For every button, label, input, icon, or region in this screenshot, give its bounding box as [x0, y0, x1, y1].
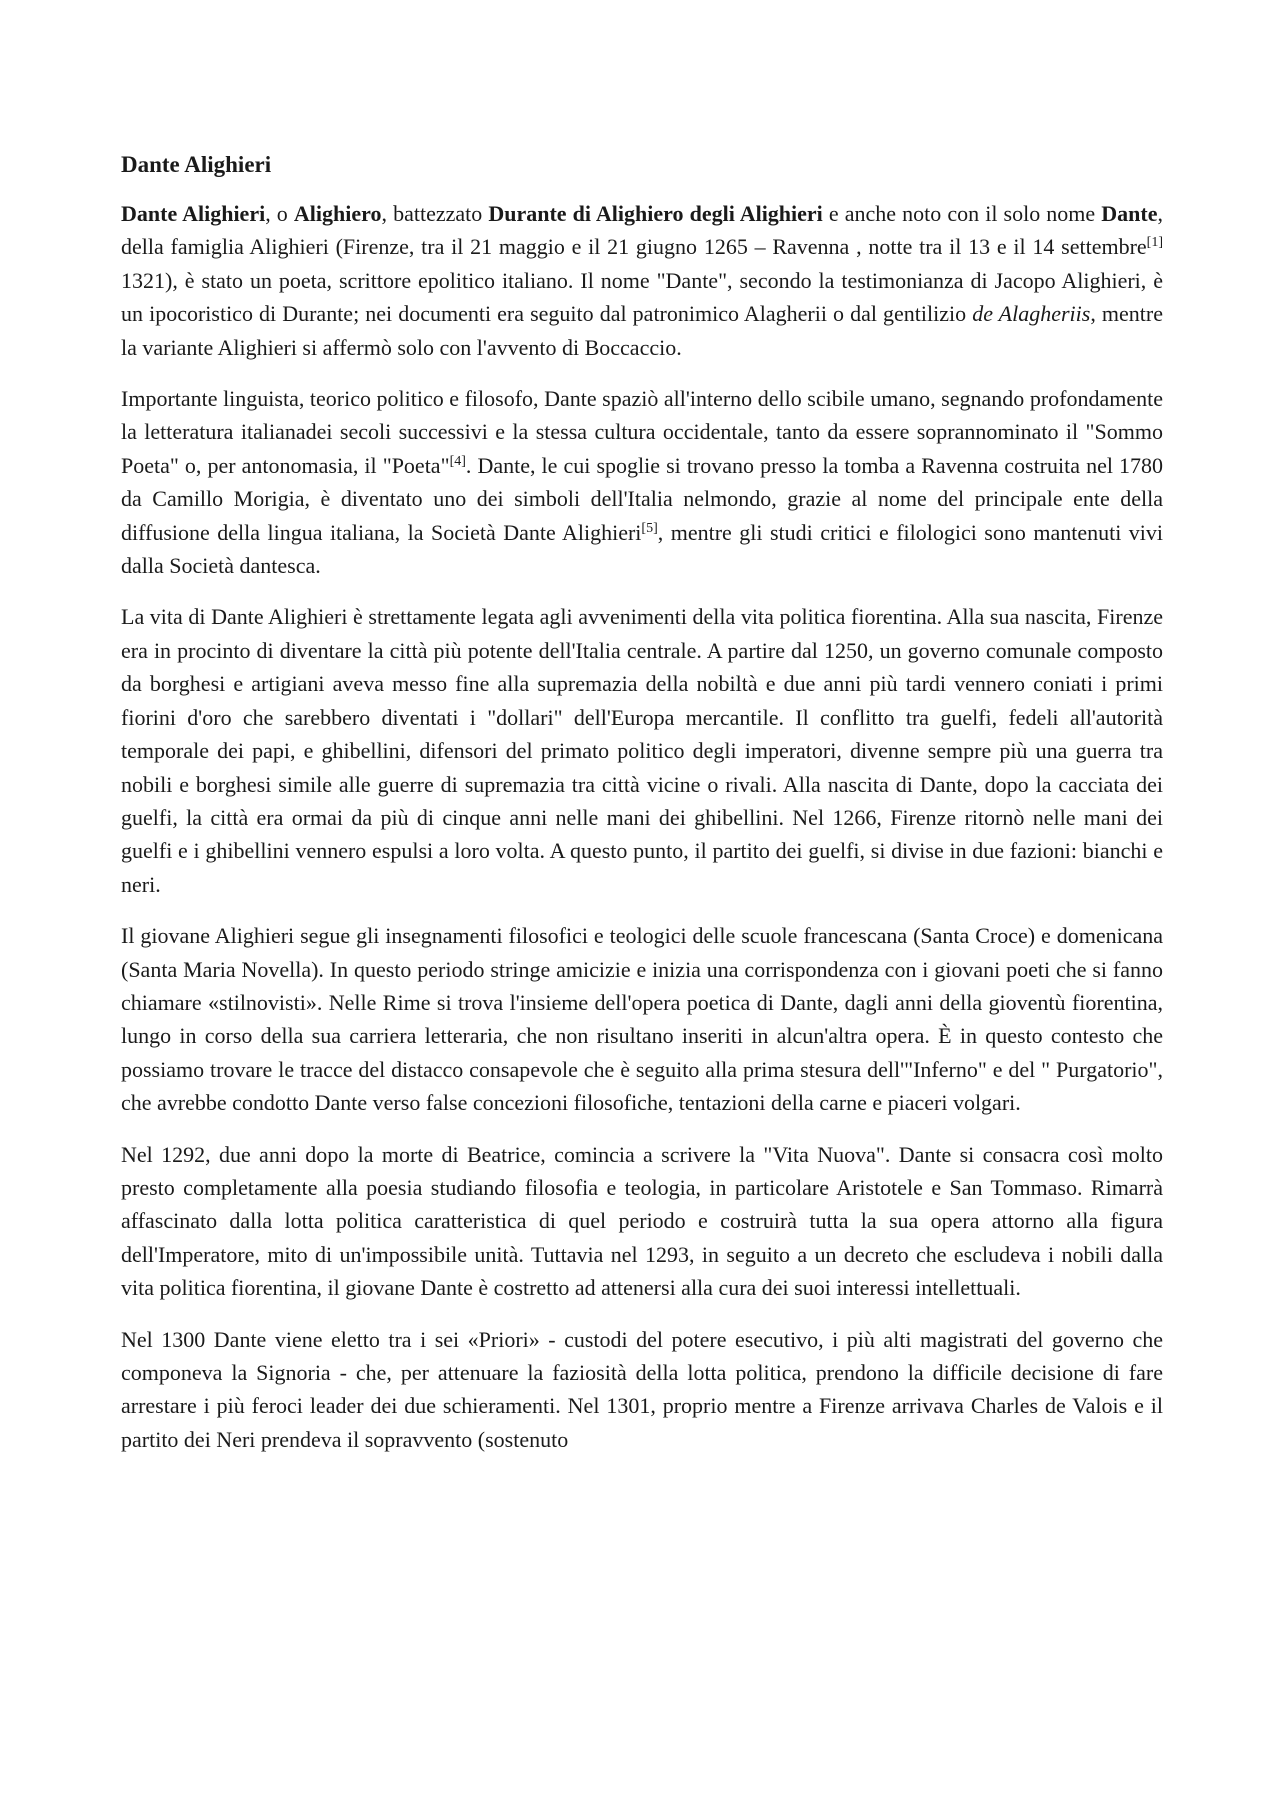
text-run: , o [265, 201, 294, 226]
document-title: Dante Alighieri [121, 152, 272, 177]
text-run: . Dante, le cui spoglie si trovano presso la tomba a Ravenna costruita nel 1780 da Camillo Morigia, è diventato uno dei simboli dell'Italia nelmondo, grazie al nome del principale ente della diffusione della lingua italiana, la Società Dante Alighieri [121, 452, 1164, 545]
text-run: Importante linguista, teorico politico e filosofo, Dante spaziò all'interno dello scibile umano, segnando profondamente la letteratura italianadei secoli successivi e la stessa cultura occidentale, tanto da essere soprannominato il "Sommo Poeta" o, per antonomasia, il "Poeta" [121, 386, 1163, 478]
text-run: 1321), è stato un poeta, scrittore epolitico italiano. Il nome "Dante", secondo la testimonianza di Jacopo Alighieri, è un ipocoristico di Durante; nei documenti era seguito dal patronimico Alagherii o dal gentilizio [121, 267, 1163, 327]
bold-name: Dante Alighieri [121, 201, 266, 226]
text-run: , della famiglia Alighieri (Firenze, tra il 21 maggio e il 21 giugno 1265 – Ravenna , notte tra il 13 e il 14 settembre [121, 201, 1163, 260]
paragraph-linguist [121, 382, 1163, 582]
bold-dante: Dante [1101, 201, 1158, 226]
italic-alagheriis: de Alagheriis [972, 301, 1091, 327]
bold-durante: Durante di Alighiero degli Alighieri [488, 201, 823, 226]
reference-link[interactable]: [4] [449, 453, 466, 469]
text-run: e anche noto con il solo nome [822, 201, 1102, 226]
document-page [121, 148, 1163, 1474]
paragraph-youth: Il giovane Alighieri segue gli insegnamenti filosofici e teologici delle scuole francescana (Santa Croce) e domenicana (Santa Maria Novella). In questo periodo stringe amicizie e inizia una corrispondenza con i giovani poeti che si fanno chiamare «stilnovisti». Nelle Rime si trova l'insieme dell'opera poetica di Dante, dagli anni della gioventù fiorentina, lungo in corso della sua carriera letteraria, che non risultano inseriti in alcun'altra opera. È in questo contesto che possiamo trovare le tracce del distacco consapevole che è seguito alla prima stesura dell'"Inferno" e del " Purgatorio", che avrebbe condotto Dante verso false concezioni filosofiche, tentazioni della carne e piaceri volgari. [121, 923, 1163, 1116]
reference-link[interactable]: [5] [641, 520, 658, 536]
text-run: , mentre la variante Alighieri si affermò solo con l'avvento di Boccaccio. [121, 301, 1163, 360]
text-run: , battezzato [381, 201, 489, 226]
bold-alighiero: Alighiero [293, 201, 382, 226]
paragraph-life: La vita di Dante Alighieri è strettamente legata agli avvenimenti della vita politica fiorentina. Alla sua nascita, Firenze era in procinto di diventare la città più potente dell'Italia centrale. A partire dal 1250, un governo comunale composto da borghesi e artigiani aveva messo fine alla supremazia della nobiltà e due anni più tardi vennero coniati i primi fiorini d'oro che sarebbero diventati i "dollari" dell'Europa mercantile. Il conflitto tra guelfi, fedeli all'autorità temporale dei papi, e ghibellini, difensori del primato politico degli imperatori, divenne sempre più una guerra tra nobili e borghesi simile alle guerre di supremazia tra città vicine o rivali. Alla nascita di Dante, dopo la cacciata dei guelfi, la città era ormai da più di cinque anni nelle mani dei ghibellini. Nel 1266, Firenze ritornò nelle mani dei guelfi e i ghibellini vennero espulsi a loro volta. A questo punto, il partito dei guelfi, si divise in due fazioni: bianchi e neri. [121, 604, 1163, 897]
text-run: , mentre gli studi critici e filologici sono mantenuti vivi dalla Società dantesca. [121, 519, 1164, 579]
paragraph-intro [121, 197, 1163, 364]
reference-link[interactable]: [1] [1146, 235, 1163, 251]
paragraph-priori: Nel 1300 Dante viene eletto tra i sei «Priori» - custodi del potere esecutivo, i più alti magistrati del governo che componeva la Signoria - che, per attenuare la faziosità della lotta politica, prendono la difficile decisione di fare arrestare i più feroci leader dei due schieramenti. Nel 1301, proprio mentre a Firenze arrivava Charles de Valois e il partito dei Neri prendeva il sopravvento (sostenuto [121, 1326, 1163, 1452]
paragraph-vita-nuova: Nel 1292, due anni dopo la morte di Beatrice, comincia a scrivere la "Vita Nuova". Dante si consacra così molto presto completamente alla poesia studiando filosofia e teologia, in particolare Aristotele e San Tommaso. Rimarrà affascinato dalla lotta politica caratteristica di quel periodo e costruirà tutta la sua opera attorno alla figura dell'Imperatore, mito di un'impossibile unità. Tuttavia nel 1293, in seguito a un decreto che escludeva i nobili dalla vita politica fiorentina, il giovane Dante è costretto ad attenersi alla cura dei suoi interessi intellettuali. [121, 1141, 1163, 1301]
